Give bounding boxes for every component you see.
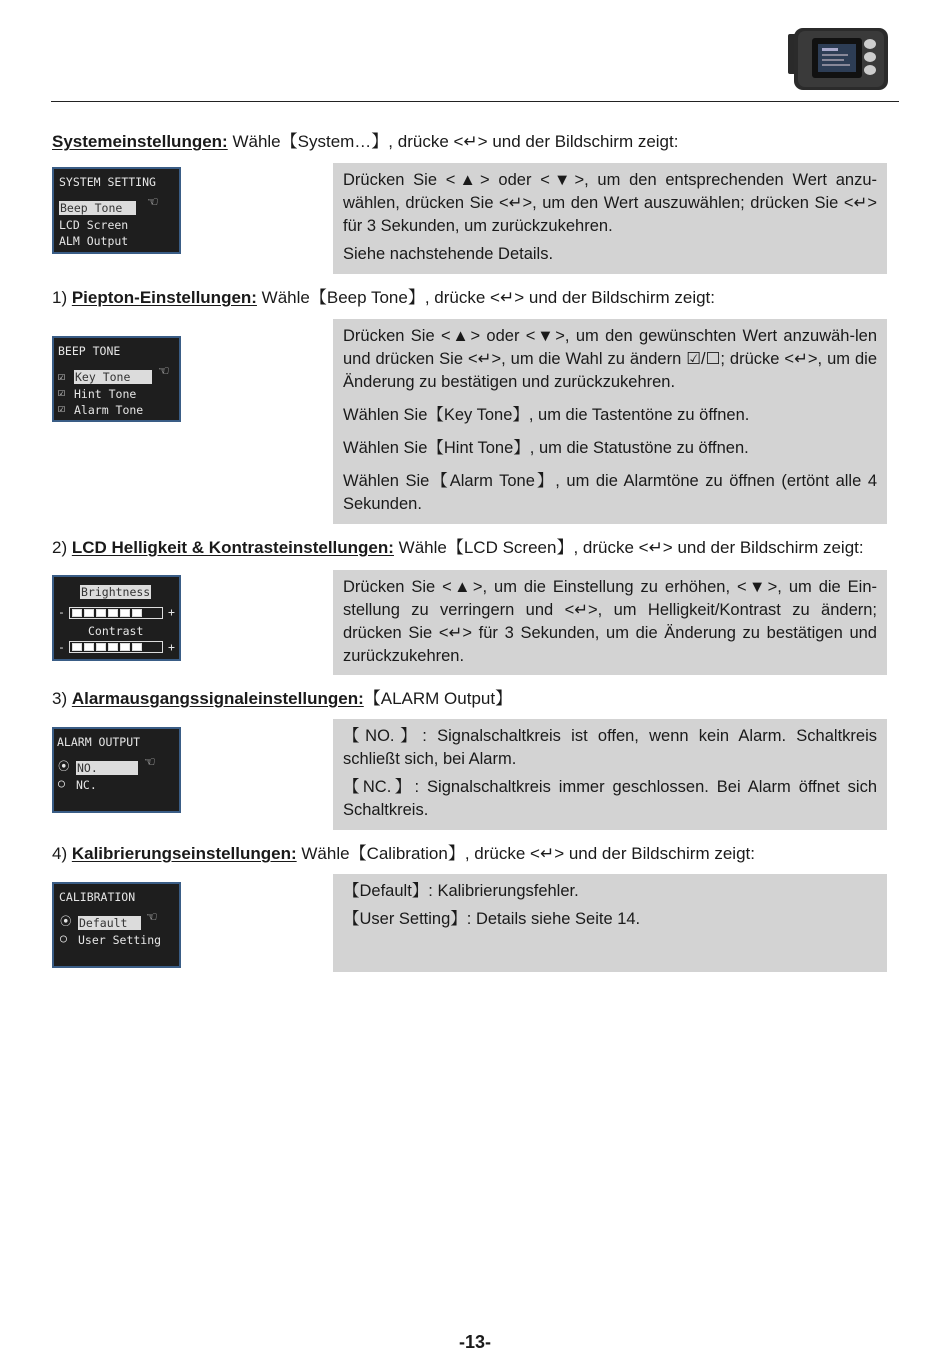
lcd-title: ALARM OUTPUT bbox=[57, 735, 141, 749]
lcd-contrast-label: Contrast bbox=[88, 624, 144, 638]
lcd-title: SYSTEM SETTING bbox=[59, 175, 156, 189]
minus-icon: - bbox=[58, 605, 65, 619]
lcd-item: ALM Output bbox=[59, 234, 129, 248]
radio-selected-icon: ⦿ bbox=[58, 759, 70, 773]
section-heading-alarm: 3) Alarmausgangssignaleinstellungen:【ALARM Output】 bbox=[52, 689, 513, 708]
info-box-lcd: Drücken Sie <▲>, um die Einstellung zu erhöhen, <▼>, um die Ein-stellung zu verringern und <↵>, um Helligkeit/Kontrast zu ändern; drücken Sie <↵> für 3 Sekunden, um die Änderung zu bestätigen und zurückzukehren. bbox=[333, 570, 887, 675]
radio-icon: ○ bbox=[58, 776, 65, 790]
info-box-beep: Drücken Sie <▲> oder <▼>, um den gewünschten Wert anzuwäh-len und drücken Sie <↵>, um die Wahl zu ändern ☑/☐; drücke <↵>, um die Änderung zu bestätigen und zurückzukehren. Wählen Sie【Key Tone】, um die Tastentöne zu öffnen. Wählen Sie【Hint Tone】, um die Statustöne zu öffnen. Wählen Sie【Alarm Tone】, um die Alarmtöne zu öffnen (ertönt alle 4 Sekunden. bbox=[333, 319, 887, 524]
lcd-item: Hint Tone bbox=[74, 387, 137, 401]
page-number: -13- bbox=[458, 1332, 491, 1352]
radio-selected-icon: ⦿ bbox=[60, 914, 72, 928]
checkbox-icon: ☑ bbox=[58, 385, 65, 399]
lcd-item-selected: Beep Tone bbox=[59, 201, 136, 216]
device-photo bbox=[786, 24, 890, 94]
lcd-item: NC. bbox=[76, 778, 97, 792]
contrast-bar bbox=[69, 641, 163, 653]
section-heading-beep: 1) Piepton-Einstellungen: Wähle【Beep Tone】, drücke <↵> und der Bildschirm zeigt: bbox=[52, 288, 715, 307]
plus-icon: + bbox=[168, 605, 175, 619]
checkbox-icon: ☑ bbox=[58, 401, 65, 415]
info-box-system: Drücken Sie <▲> oder <▼>, um den entsprechenden Wert anzu-wählen, drücken Sie <↵>, um den Wert auszuwählen; drücken Sie <↵> für 3 Sekunden, um zurückzukehren. Siehe nachstehende Details. bbox=[333, 163, 887, 274]
info-box-alarm: 【NO.】: Signalschaltkreis ist offen, wenn kein Alarm. Schaltkreis schließt sich, bei Alarm. 【NC.】: Signalschaltkreis immer geschlossen. Bei Alarm öffnet sich Schaltkreis. bbox=[333, 719, 887, 830]
lcd-alarm-output bbox=[52, 727, 181, 813]
info-box-calibration: 【Default】: Kalibrierungsfehler. 【User Setting】: Details siehe Seite 14. bbox=[333, 874, 887, 972]
lcd-brightness-label: Brightness bbox=[81, 585, 151, 599]
lcd-title: CALIBRATION bbox=[59, 890, 136, 904]
radio-icon: ○ bbox=[60, 931, 67, 945]
pointer-hand-icon: ☜ bbox=[144, 755, 156, 770]
lcd-item-selected: Key Tone bbox=[74, 370, 152, 385]
header-rule bbox=[51, 101, 899, 102]
lcd-brightness-contrast bbox=[52, 575, 181, 661]
lcd-title: BEEP TONE bbox=[58, 344, 121, 358]
lcd-item: LCD Screen bbox=[59, 218, 129, 232]
pointer-hand-icon: ☜ bbox=[147, 195, 159, 210]
pointer-hand-icon: ☜ bbox=[146, 910, 158, 925]
lcd-system-setting bbox=[52, 167, 181, 254]
section-heading-system: Systemeinstellungen: Wähle【System…】, drücke <↵> und der Bildschirm zeigt: bbox=[52, 132, 679, 151]
lcd-item: Alarm Tone bbox=[74, 403, 144, 417]
brightness-bar bbox=[69, 607, 163, 619]
lcd-beep-tone bbox=[52, 336, 181, 422]
section-heading-lcd: 2) LCD Helligkeit & Kontrasteinstellungen: Wähle【LCD Screen】, drücke <↵> und der Bildschirm zeigt: bbox=[52, 538, 864, 557]
pointer-hand-icon: ☜ bbox=[158, 364, 170, 379]
lcd-item: User Setting bbox=[78, 933, 162, 947]
checkbox-icon: ☑ bbox=[58, 369, 65, 383]
minus-icon: - bbox=[58, 640, 65, 654]
lcd-item-selected: NO. bbox=[76, 761, 138, 776]
lcd-calibration bbox=[52, 882, 181, 968]
lcd-item-selected: Default bbox=[78, 916, 141, 931]
plus-icon: + bbox=[168, 640, 175, 654]
section-heading-calibration: 4) Kalibrierungseinstellungen: Wähle【Calibration】, drücke <↵> und der Bildschirm zeigt: bbox=[52, 844, 755, 863]
